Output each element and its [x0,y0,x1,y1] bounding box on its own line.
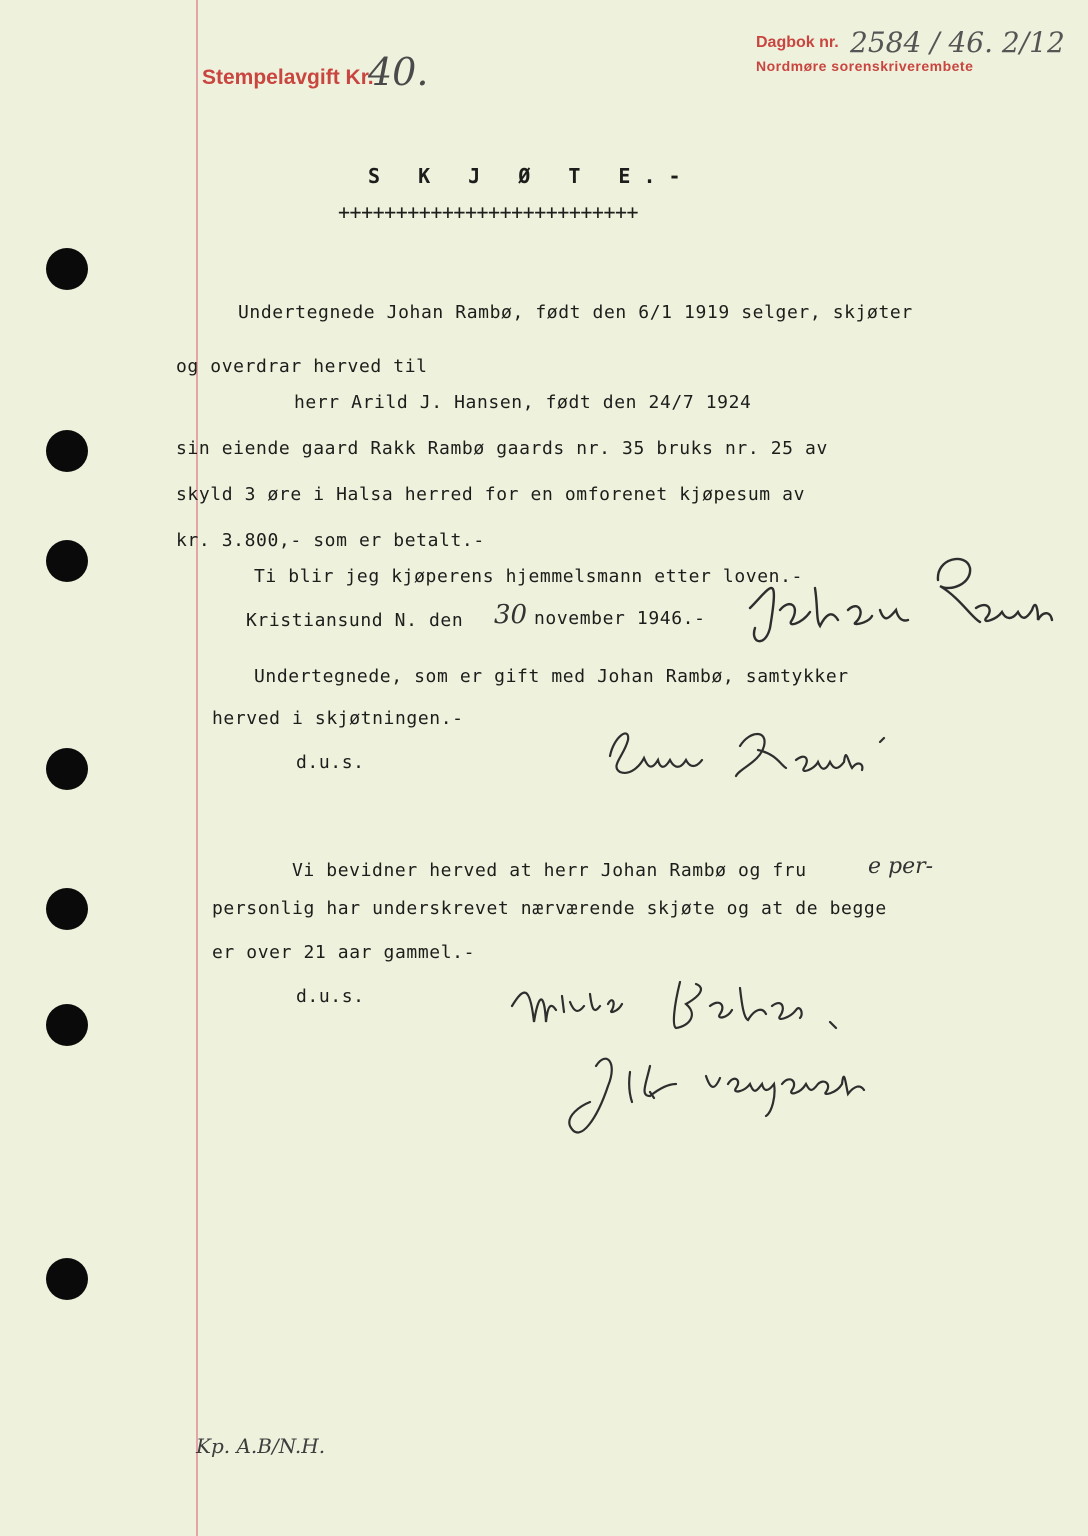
text-line: personlig har underskrevet nærværende skjøte og at de begge [212,898,887,919]
text-line: Vi bevidner herved at herr Johan Rambø og fru [292,860,807,881]
punch-hole [46,888,88,930]
text-line: november 1946.- [534,608,706,629]
punch-hole [46,248,88,290]
stamp-duty-label: Stempelavgift Kr. [202,66,374,89]
text-line: herr Arild J. Hansen, født den 24/7 1924 [294,392,752,413]
signature-witnesses [500,966,900,1166]
text-line: og overdrar herved til [176,356,428,377]
text-line: sin eiende gaard Rakk Rambø gaards nr. 35 bruks nr. 25 av [176,438,828,459]
punch-hole [46,748,88,790]
text-line: herved i skjøtningen.- [212,708,464,729]
dagbok-label: Dagbok nr. [756,34,839,51]
text-line: Kristiansund N. den [246,610,464,631]
text-line: Ti blir jeg kjøperens hjemmelsmann etter loven.- [254,566,803,587]
signature-johan-rambo [740,548,1070,658]
text-line: Undertegnede, som er gift med Johan Rambø, samtykker [254,666,849,687]
text-line: skyld 3 øre i Halsa herred for en omforenet kjøpesum av [176,484,806,505]
text-line: kr. 3.800,- som er betalt.- [176,530,485,551]
document-title: S K J Ø T E.- [368,164,694,188]
office-stamp: Nordmøre sorenskriverembete [756,58,974,74]
punch-hole [46,1258,88,1300]
handwritten-day: 30 [494,600,528,630]
stamp-duty-amount: 40. [368,50,429,94]
punch-hole [46,540,88,582]
text-line: d.u.s. [296,752,365,773]
text-line: er over 21 aar gammel.- [212,942,476,963]
signature-ellen-rambo [600,706,960,786]
footnote-initials: Kp. A.B/N.H. [196,1434,326,1458]
title-rule: ++++++++++++++++++++++++++ [338,200,639,224]
punch-hole [46,1004,88,1046]
dagbok-number: 2584 / 46. 2/12 [850,26,1065,59]
punch-hole [46,430,88,472]
text-line: Undertegnede Johan Rambø, født den 6/1 1919 selger, skjøter [238,302,913,323]
text-line: d.u.s. [296,986,365,1007]
margin-line [196,0,198,1536]
handwritten-insertion: e per- [868,854,934,879]
